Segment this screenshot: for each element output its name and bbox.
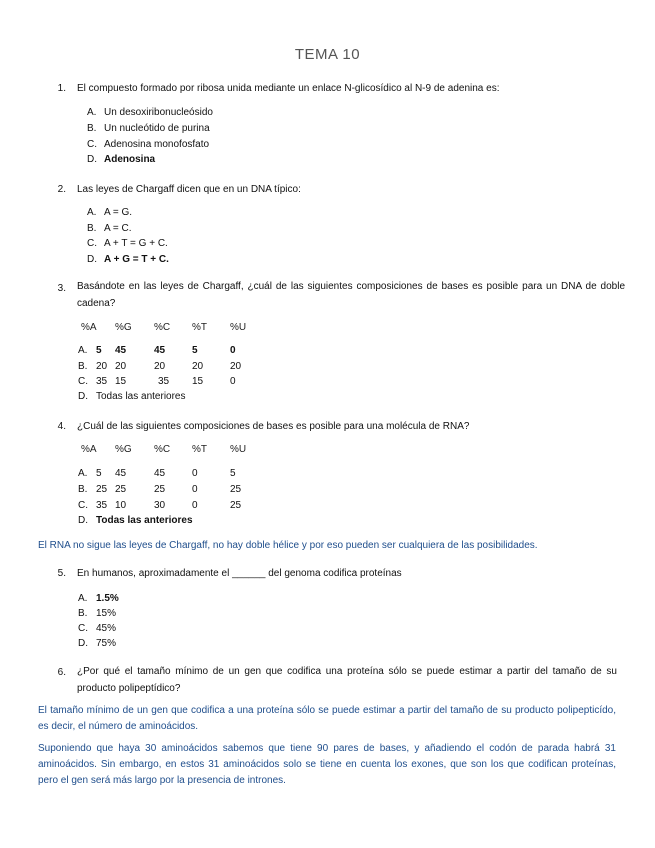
q1-text: El compuesto formado por ribosa unida mediante un enlace N-glicosídico al N-9 de adenina es:	[77, 83, 500, 94]
q3-row-a-val-5: 0	[230, 345, 236, 356]
q3-row-c-val-3: 35	[158, 376, 170, 387]
q6-text: ¿Por qué el tamaño mínimo de un gen que codifica una proteína sólo se puede estimar a partir del tamaño de su producto polipeptídico?	[77, 666, 617, 694]
q3-row-b-letter: B.	[78, 361, 88, 372]
q4-number: 4.	[57, 421, 66, 432]
q3-row-c-val-4: 15	[192, 376, 204, 387]
q4-header-a: %A	[81, 444, 97, 455]
q4-row-c-val-3: 30	[154, 500, 166, 511]
q4-option-d-letter: D.	[78, 515, 88, 526]
q1-option-a-letter: A.	[87, 107, 97, 118]
q4-row-a-val-5: 5	[230, 468, 236, 479]
q4-option-d-text: Todas las anteriores	[96, 515, 193, 526]
q4-header-t: %T	[192, 444, 207, 455]
q4-row-a-val-2: 45	[115, 468, 127, 479]
q3-row-a-val-1: 5	[96, 345, 102, 356]
q4-row-b-val-2: 25	[115, 484, 127, 495]
q3-header-a: %A	[81, 322, 97, 333]
q3-number: 3.	[57, 283, 66, 294]
q4-row-a-val-4: 0	[192, 468, 198, 479]
q3-row-c-val-5: 0	[230, 376, 236, 387]
q4-header-u: %U	[230, 444, 247, 455]
q3-row-b-val-5: 20	[230, 361, 242, 372]
answer6-paragraph-1: El tamaño mínimo de un gen que codifica a una proteína sólo se puede estimar a partir del tamaño de su producto polipepticído, es decir, el número de aminoácidos.	[38, 705, 616, 732]
q4-header-g: %G	[115, 444, 132, 455]
q3-option-d-letter: D.	[78, 391, 88, 402]
rna-note: El RNA no sigue las leyes de Chargaff, no hay doble hélice y por eso pueden ser cualquiera de las posibilidades.	[38, 540, 538, 551]
q3-row-a-val-2: 45	[115, 345, 127, 356]
q4-text: ¿Cuál de las siguientes composiciones de bases es posible para una molécula de RNA?	[77, 421, 470, 432]
q1-option-a-text: Un desoxiribonucleósido	[104, 107, 213, 118]
q2-text: Las leyes de Chargaff dicen que en un DNA típico:	[77, 184, 301, 195]
q1-option-c-text: Adenosina monofosfato	[104, 139, 210, 150]
q2-option-a-letter: A.	[87, 207, 97, 218]
q3-header-u: %U	[230, 322, 247, 333]
q2-number: 2.	[57, 184, 66, 195]
q3-row-b-val-1: 20	[96, 361, 108, 372]
q5-text-after: del genoma codifica proteínas	[268, 568, 402, 579]
q3-row-c-letter: C.	[78, 376, 88, 387]
q1-option-d-text: Adenosina	[104, 154, 156, 165]
q2-option-d-letter: D.	[87, 254, 97, 265]
q2-option-a-text: A = G.	[104, 207, 133, 218]
q2-option-b-text: A = C.	[104, 223, 132, 234]
q5-option-a-text: 1.5%	[96, 593, 119, 604]
q2-option-b-letter: B.	[87, 223, 97, 234]
q4-row-c-val-2: 10	[115, 500, 127, 511]
q3-row-b-val-2: 20	[115, 361, 127, 372]
q3-row-a-val-4: 5	[192, 345, 198, 356]
q2-option-c-text: A + T = G + C.	[104, 238, 168, 249]
q3-option-d-text: Todas las anteriores	[96, 391, 186, 402]
q4-row-c-val-4: 0	[192, 500, 198, 511]
q4-row-b-val-4: 0	[192, 484, 198, 495]
q5-option-d-text: 75%	[96, 638, 117, 649]
q3-row-a-letter: A.	[78, 345, 88, 356]
q4-row-c-letter: C.	[78, 500, 88, 511]
q2-option-d-text: A + G = T + C.	[104, 254, 169, 265]
answer6-paragraph-2: Suponiendo que haya 30 aminoácidos sabemos que tiene 90 pares de bases, y añadiendo el codón de parada habrá 31 aminoácidos. Sin embargo, en estos 31 aminoácidos solo se tiene en cuenta los exones, que son los que codifican proteínas, pero el gen será más largo por la presencia de intrones.	[38, 743, 616, 786]
q1-option-c-letter: C.	[87, 139, 97, 150]
q5-text	[77, 567, 402, 580]
q3-row-c-val-1: 35	[96, 376, 108, 387]
q3-header-c: %C	[154, 322, 171, 333]
q5-option-b-letter: B.	[78, 608, 88, 619]
q1-number: 1.	[57, 83, 66, 94]
q4-row-b-val-5: 25	[230, 484, 242, 495]
q5-option-a-letter: A.	[78, 593, 88, 604]
q3-row-b-val-4: 20	[192, 361, 204, 372]
q4-row-a-val-3: 45	[154, 468, 166, 479]
q2-option-c-letter: C.	[87, 238, 97, 249]
q5-blank: ______	[232, 568, 266, 579]
q4-row-c-val-5: 25	[230, 500, 242, 511]
q3-header-g: %G	[115, 322, 132, 333]
q4-row-b-val-3: 25	[154, 484, 166, 495]
q1-option-b-text: Un nucleótido de purina	[104, 123, 210, 134]
q5-option-d-letter: D.	[78, 638, 88, 649]
q4-row-b-val-1: 25	[96, 484, 108, 495]
q4-row-a-letter: A.	[78, 468, 88, 479]
q1-option-b-letter: B.	[87, 123, 97, 134]
q1-option-d-letter: D.	[87, 154, 97, 165]
page-title: TEMA 10	[294, 46, 361, 63]
q6-number: 6.	[57, 667, 66, 678]
q3-text: Basándote en las leyes de Chargaff, ¿cuál de las siguientes composiciones de bases es posible para un DNA de doble cadena?	[77, 281, 625, 309]
q4-row-c-val-1: 35	[96, 500, 108, 511]
q4-row-b-letter: B.	[78, 484, 88, 495]
q5-option-b-text: 15%	[96, 608, 117, 619]
q3-header-t: %T	[192, 322, 207, 333]
q3-row-b-val-3: 20	[154, 361, 166, 372]
q4-header-c: %C	[154, 444, 171, 455]
q3-row-c-val-2: 15	[115, 376, 127, 387]
q4-row-a-val-1: 5	[96, 468, 102, 479]
q5-number: 5.	[57, 568, 66, 579]
q3-row-a-val-3: 45	[154, 345, 166, 356]
q5-option-c-letter: C.	[78, 623, 88, 634]
q5-option-c-text: 45%	[96, 623, 117, 634]
q5-text-before: En humanos, aproximadamente el	[77, 568, 230, 579]
